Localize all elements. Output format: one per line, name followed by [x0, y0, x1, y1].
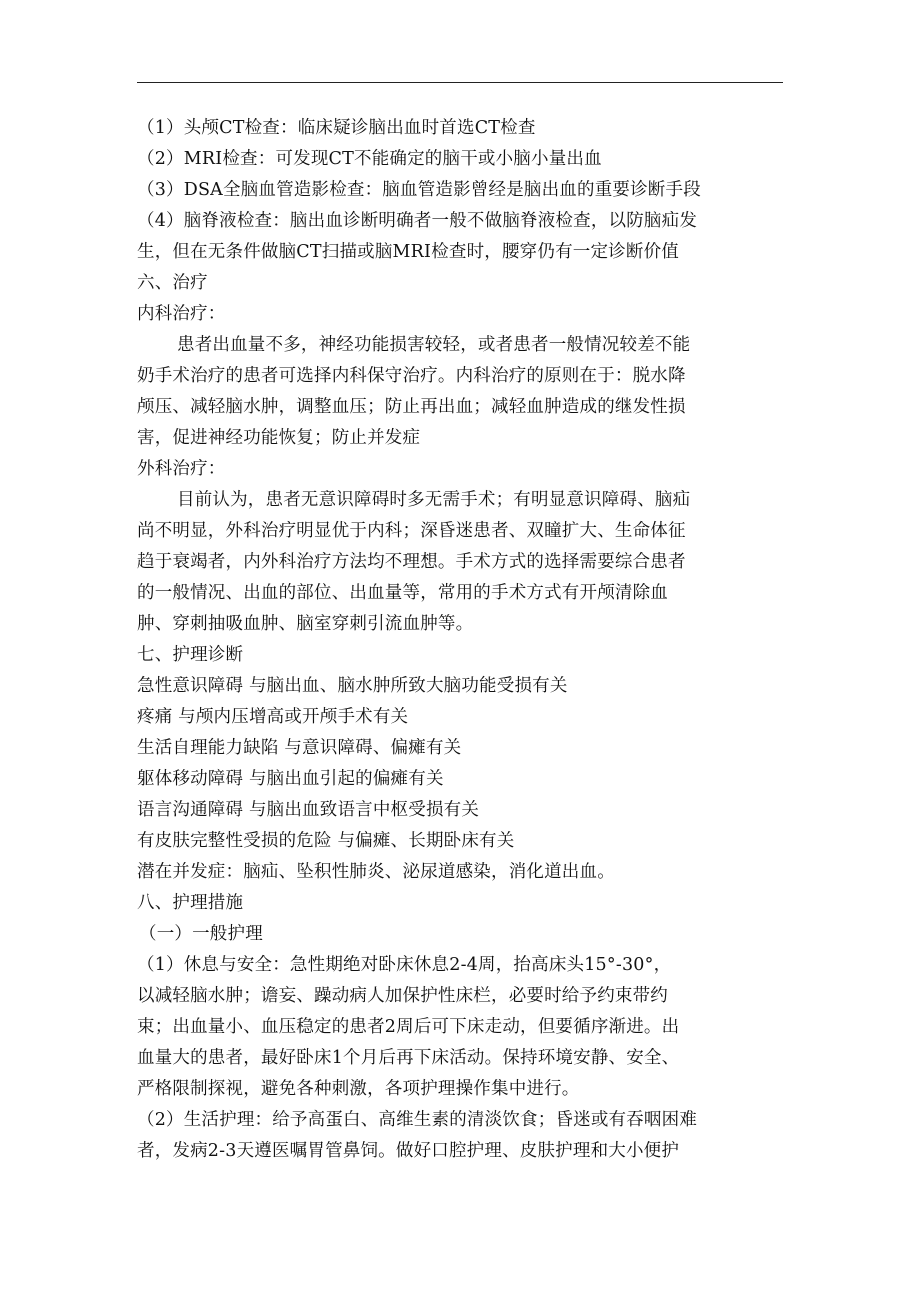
text-line: （4）脑脊液检查：脑出血诊断明确者一般不做脑脊液检查，以防脑疝发: [137, 211, 698, 231]
section-heading: 六、治疗: [137, 273, 208, 293]
paragraph-line: 以减轻脑水肿；谵妄、躁动病人加保护性床栏，必要时给予约束带约: [137, 986, 668, 1006]
text-line: （1）头颅CT检查：临床疑诊脑出血时首选CT检查: [137, 118, 536, 138]
text-line: （2）MRI检查：可发现CT不能确定的脑干或小脑小量出血: [137, 149, 602, 169]
diagnosis-item: 语言沟通障碍 与脑出血致语言中枢受损有关: [137, 800, 480, 820]
section-heading: 七、护理诊断: [137, 645, 244, 665]
section-heading: 八、护理措施: [137, 893, 244, 913]
paragraph-line: 目前认为，患者无意识障碍时多无需手术；有明显意识障碍、脑疝: [177, 490, 691, 510]
paragraph-line: 严格限制探视，避免各种刺激，各项护理操作集中进行。: [137, 1079, 580, 1099]
document-body: [137, 113, 777, 1167]
subsection-heading: 内科治疗：: [137, 304, 226, 324]
diagnosis-item: 生活自理能力缺陷 与意识障碍、偏瘫有关: [137, 738, 462, 758]
text-line: （3）DSA全脑血管造影检查：脑血管造影曾经是脑出血的重要诊断手段: [137, 180, 701, 200]
paragraph-line: 患者出血量不多，神经功能损害较轻，或者患者一般情况较差不能: [177, 335, 691, 355]
paragraph-line: 颅压、减轻脑水肿，调整血压；防止再出血；减轻血肿造成的继发性损: [137, 397, 686, 417]
header-rule: [137, 82, 783, 83]
paragraph-line: 肿、穿刺抽吸血肿、脑室穿刺引流血肿等。: [137, 614, 474, 634]
paragraph-line: 尚不明显，外科治疗明显优于内科；深昏迷患者、双瞳扩大、生命体征: [137, 521, 686, 541]
diagnosis-item: 躯体移动障碍 与脑出血引起的偏瘫有关: [137, 769, 444, 789]
paragraph-line: 者，发病2-3天遵医嘱胃管鼻饲。做好口腔护理、皮肤护理和大小便护: [137, 1141, 680, 1161]
subsection-heading: 外科治疗：: [137, 459, 226, 479]
paragraph-line: （2）生活护理：给予高蛋白、高维生素的清淡饮食；昏迷或有吞咽困难: [137, 1110, 698, 1130]
diagnosis-item: 潜在并发症：脑疝、坠积性肺炎、泌尿道感染，消化道出血。: [137, 862, 615, 882]
paragraph-line: （1）休息与安全：急性期绝对卧床休息2-4周，抬高床头15°-30°，: [137, 955, 672, 975]
paragraph-line: 的一般情况、出血的部位、出血量等，常用的手术方式有开颅清除血: [137, 583, 668, 603]
paragraph-line: 血量大的患者，最好卧床1个月后再下床活动。保持环境安静、安全、: [137, 1048, 680, 1068]
subsection-heading: （一）一般护理: [139, 924, 263, 944]
diagnosis-item: 有皮肤完整性受损的危险 与偏瘫、长期卧床有关: [137, 831, 515, 851]
paragraph-line: 趋于衰竭者，内外科治疗方法均不理想。手术方式的选择需要综合患者: [137, 552, 686, 572]
diagnosis-item: 疼痛 与颅内压增高或开颅手术有关: [137, 707, 409, 727]
paragraph-line: 奶手术治疗的患者可选择内科保守治疗。内科治疗的原则在于：脱水降: [137, 366, 686, 386]
diagnosis-item: 急性意识障碍 与脑出血、脑水肿所致大脑功能受损有关: [137, 676, 568, 696]
text-line: 生，但在无条件做脑CT扫描或脑MRI检查时，腰穿仍有一定诊断价值: [137, 242, 679, 262]
paragraph-line: 束；出血量小、血压稳定的患者2周后可下床走动，但要循序渐进。出: [137, 1017, 680, 1037]
paragraph-line: 害，促进神经功能恢复；防止并发症: [137, 428, 421, 448]
